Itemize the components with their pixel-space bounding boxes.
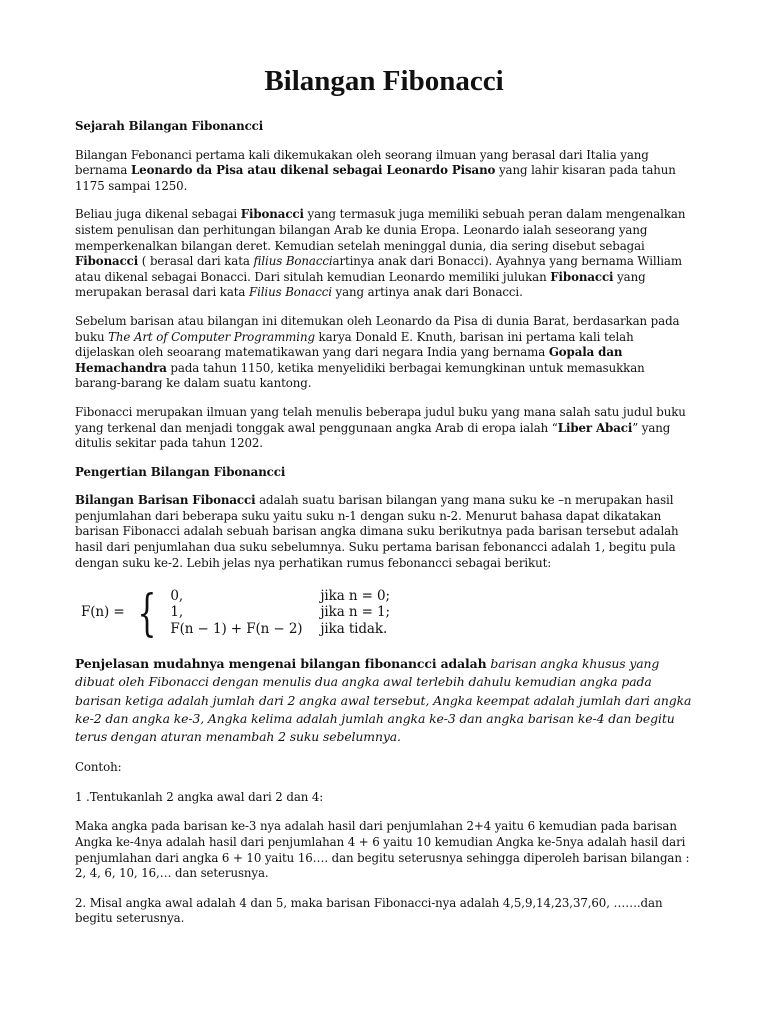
formula-case-expr: 1, (170, 604, 184, 621)
formula-lhs: F(n) = (81, 604, 125, 621)
section-heading-definition: Pengertian Bilangan Fibonancci (75, 464, 286, 479)
paragraph-explanation: Penjelasan mudahnya mengenai bilangan fibonancci adalah barisan angka khusus yang dibuat oleh Fibonacci dengan menulis dua angka awal terlebih dahulu kemudian angka pada barisan ketiga adalah jumlah dari 2 angka awal tersebut, Angka keempat adalah jumlah dari angka ke-2 dan angka ke-3, Angka kelima adalah jumlah angka ke-3 dan angka barisan ke-4 dan begitu terus dengan aturan menambah 2 suku sebelumnya. (75, 656, 692, 745)
paragraph-history-3: Sebelum barisan atau bilangan ini ditemukan oleh Leonardo da Pisa di dunia Barat, berdasarkan pada buku The Art of Computer Programming karya Donald E. Knuth, barisan ini pertama kali telah dijelaskan oleh seoarang matematikawan yang dari negara India yang bernama Gopala dan Hemachandra pada tahun 1150, ketika menyelidiki berbagai kemungkinan untuk memasukkan barang-barang ke dalam suatu kantong. (75, 313, 680, 391)
formula-brace: { (136, 584, 156, 643)
example-2: 2. Misal angka awal adalah 4 dan 5, maka barisan Fibonacci-nya adalah 4,5,9,14,23,37,60, …….dan begitu seterusnya. (75, 895, 663, 926)
page-title: Bilangan Fibonacci (264, 65, 504, 97)
fibonacci-formula (81, 583, 693, 643)
paragraph-history-1: Bilangan Febonanci pertama kali dikemukakan oleh seorang ilmuan yang berasal dari Italia yang bernama Leonardo da Pisa atau dikenal sebagai Leonardo Pisano yang lahir kisaran pada tahun 1175 sampai 1250. (75, 147, 676, 193)
paragraph-history-4: Fibonacci merupakan ilmuan yang telah menulis beberapa judul buku yang mana salah satu judul buku yang terkenal dan menjadi tonggak awal penggunaan angka Arab di eropa ialah “Liber Abaci” yang ditulis sekitar pada tahun 1202. (75, 404, 686, 451)
example-1-body: Maka angka pada barisan ke-3 nya adalah hasil dari penjumlahan 2+4 yaitu 6 kemudian pada barisan Angka ke-4nya adalah hasil dari penjumlahan 4 + 6 yaitu 10 kemudian Angka ke-5nya adalah hasil dari penjumlahan dari angka 6 + 10 yaitu 16…. dan begitu seterusnya sehingga diperoleh barisan bilangan : 2, 4, 6, 10, 16,… dan seterusnya. (75, 819, 690, 881)
formula-case-expr: 0, (170, 587, 184, 604)
formula-case-expr: F(n − 1) + F(n − 2) (170, 621, 303, 638)
example-1-title: 1 .Tentukanlah 2 angka awal dari 2 dan 4: (75, 789, 324, 804)
formula-case-cond: jika tidak. (320, 621, 388, 638)
document-body (75, 119, 693, 927)
paragraph-history-2: Beliau juga dikenal sebagai Fibonacci yang termasuk juga memiliki sebuah peran dalam mengenalkan sistem penulisan dan perhitungan bilangan Arab ke dunia Eropa. Leonardo ialah seseorang yang memperkenalkan bilangan deret. Kemudian setelah meninggal dunia, dia sering disebut sebagai Fibonacci ( berasal dari kata filius Bonacciartinya anak dari Bonacci). Ayahnya yang bernama William atau dikenal sebagai Bonacci. Dari situlah kemudian Leonardo memiliki julukan Fibonacci yang merupakan berasal dari kata Filius Bonacci yang artinya anak dari Bonacci. (75, 207, 686, 300)
section-heading-history: Sejarah Bilangan Fibonancci (75, 119, 264, 133)
paragraph-definition: Bilangan Barisan Fibonacci adalah suatu barisan bilangan yang mana suku ke –n merupakan hasil penjumlahan dari beberapa suku yaitu suku n-1 dengan suku n-2. Menurut bahasa dapat dikatakan barisan Fibonacci adalah sebuah barisan angka dimana suku berikutnya pada barisan tersebut adalah hasil dari penjumlahan dua suku sebelumnya. Suku pertama barisan febonancci adalah 1, begitu pula dengan suku ke-2. Lebih jelas nya perhatikan rumus febonancci sebagai berikut: (75, 493, 679, 570)
example-label: Contoh: (75, 760, 122, 775)
formula-case-cond: jika n = 0; (320, 587, 390, 604)
formula-case-cond: jika n = 1; (320, 604, 390, 621)
formula-cases (170, 589, 390, 638)
